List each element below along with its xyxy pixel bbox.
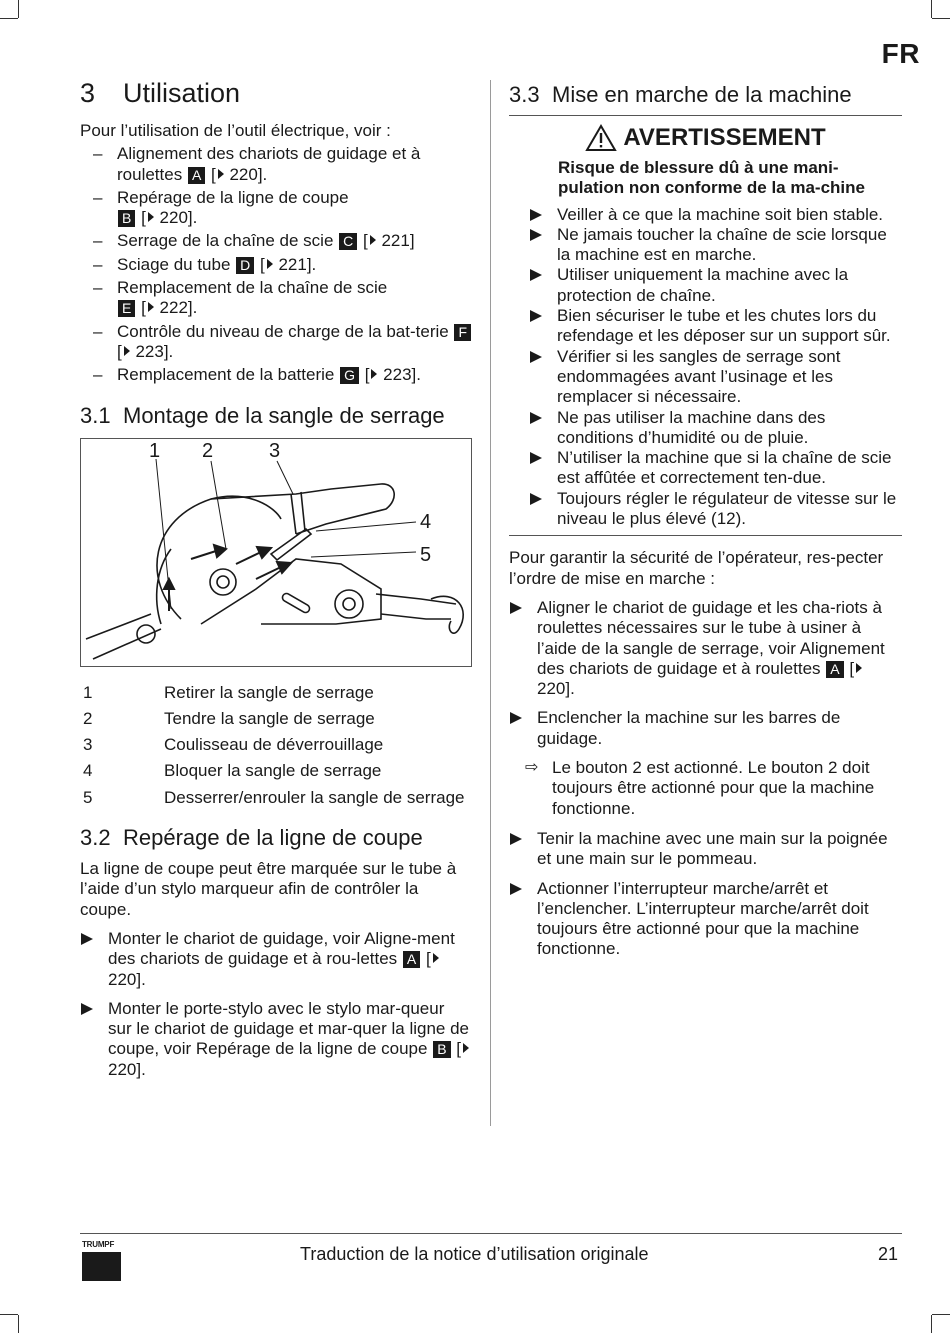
item-text: Contrôle du niveau de charge de la bat-terie xyxy=(117,321,449,341)
triangle-bullet-icon xyxy=(530,209,542,221)
legend-row: 3 Coulisseau de déverrouillage xyxy=(83,735,384,755)
step-text: Enclencher la machine sur les barres de guidage. xyxy=(537,708,841,748)
page-ref[interactable]: 220]. xyxy=(159,208,198,228)
startup-steps xyxy=(509,598,902,749)
figure-legend xyxy=(80,683,472,808)
page-ref[interactable]: 222]. xyxy=(159,298,198,318)
warning-item: Ne pas utiliser la machine dans des conditions d’humidité ou de pluie. xyxy=(529,408,902,449)
warning-subtitle: Risque de blessure dû à une mani-pulation non conforme de la ma-chine xyxy=(558,158,865,198)
figure-badge[interactable]: A xyxy=(188,167,205,184)
warning-item: Vérifier si les sangles de serrage sont endommagées avant l’usinage et les remplacer si nécessaire. xyxy=(529,347,902,408)
legend-row: 2 Tendre la sangle de serrage xyxy=(83,708,375,728)
page-number: 21 xyxy=(877,1244,898,1264)
triangle-bullet-icon xyxy=(510,602,522,614)
step-text: Monter le chariot de guidage, voir Aligne-ment des chariots de guidage et à rou-lettes xyxy=(108,928,455,969)
legend-row: 1 Retirer la sangle de serrage xyxy=(83,682,374,702)
step-item: Aligner le chariot de guidage et les cha-riots à roulettes nécessaires sur le tube à usiner à l’aide de la sangle de serrage, voir Alignement des chariots de guidage et à roulettes A [ 220]. xyxy=(509,598,902,699)
section-3-intro: Pour l’utilisation de l’outil électrique, voir : xyxy=(80,121,391,140)
legend-row: 5 Desserrer/enrouler la sangle de serrage xyxy=(83,787,465,807)
xref-arrow-icon xyxy=(218,169,224,179)
section-3-2-heading xyxy=(80,824,472,852)
xref-arrow-icon xyxy=(148,212,154,222)
page-ref[interactable]: 220]. xyxy=(108,969,146,989)
warning-list xyxy=(509,205,902,530)
item-text: Remplacement de la batterie xyxy=(117,365,335,385)
item-text: Sciage du tube xyxy=(117,254,231,274)
list-item: – Contrôle du niveau de charge de la bat-terie F [ 223]. xyxy=(80,322,472,363)
warning-item: Toujours régler le régulateur de vitesse sur le niveau le plus élevé (12). xyxy=(529,489,902,530)
step-text: Monter le porte-stylo avec le stylo mar-queur sur le chariot de guidage et mar-quer la ligne de coupe, voir Repérage de la ligne de coupe xyxy=(108,998,469,1059)
triangle-bullet-icon xyxy=(530,412,542,424)
xref-arrow-icon xyxy=(148,302,154,312)
figure-badge[interactable]: F xyxy=(454,324,471,341)
figure-badge[interactable]: B xyxy=(118,210,135,227)
step-item xyxy=(509,829,902,870)
section-title: Utilisation xyxy=(123,78,241,108)
triangle-bullet-icon xyxy=(530,310,542,322)
step-item xyxy=(509,708,902,749)
step-text: Tenir la machine avec une main sur la poignée et une main sur le pommeau. xyxy=(537,828,888,869)
figure-badge[interactable]: D xyxy=(236,257,254,274)
warning-label: AVERTISSEMENT xyxy=(623,124,826,151)
item-text: Serrage de la chaîne de scie xyxy=(117,231,334,251)
list-item: – Serrage de la chaîne de scie C [ 221] xyxy=(93,231,415,251)
section-3-heading xyxy=(80,78,472,109)
result-arrow-icon: ⇨ xyxy=(525,759,539,777)
page-ref[interactable]: 221]. xyxy=(278,254,317,274)
triangle-bullet-icon xyxy=(530,452,542,464)
startup-steps-continued xyxy=(509,829,902,960)
crop-mark xyxy=(931,0,932,18)
figure-badge[interactable]: B xyxy=(433,1041,450,1058)
warning-box xyxy=(509,116,902,529)
column-divider xyxy=(490,80,491,1126)
xref-arrow-icon xyxy=(433,953,439,963)
logo-block xyxy=(82,1252,121,1281)
xref-arrow-icon xyxy=(463,1043,469,1053)
language-tag: FR xyxy=(881,38,920,69)
result-text: Le bouton 2 est actionné. Le bouton 2 doit toujours être actionné pour que la machine fonctionne. xyxy=(552,758,875,818)
list-item: – Remplacement de la chaîne de scie E [ 222]. xyxy=(93,278,388,318)
section-title: Montage de la sangle de serrage xyxy=(123,402,445,428)
triangle-bullet-icon xyxy=(81,933,93,945)
item-text: Remplacement de la chaîne de scie xyxy=(117,278,388,298)
warning-item: Veiller à ce que la machine soit bien stable. xyxy=(529,205,902,225)
usage-reference-list xyxy=(80,144,472,385)
list-item: – Sciage du tube D [ 221]. xyxy=(93,254,317,274)
right-column xyxy=(509,78,902,969)
warning-item: Bien sécuriser le tube et les chutes lors du refendage et les déposer sur un support sûr. xyxy=(529,306,902,347)
page-ref[interactable]: 220]. xyxy=(537,679,575,699)
warning-item: Utiliser uniquement la machine avec la protection de chaîne. xyxy=(529,265,902,306)
page-ref[interactable]: 220]. xyxy=(229,164,268,184)
section-number: 3.3 xyxy=(509,82,540,107)
figure-badge[interactable]: G xyxy=(340,367,359,384)
item-text: Alignement des chariots de guidage et à roulettes xyxy=(117,144,421,184)
xref-arrow-icon xyxy=(371,369,377,379)
triangle-bullet-icon xyxy=(530,269,542,281)
result-item xyxy=(509,758,902,819)
footer-rule xyxy=(80,1233,902,1234)
warning-item: N’utiliser la machine que si la chaîne de scie est affûtée et correctement ten-due. xyxy=(529,448,902,489)
step-item xyxy=(509,879,902,960)
section-3-3-heading xyxy=(509,81,902,109)
figure-badge[interactable]: E xyxy=(118,300,135,317)
section-number: 3.2 xyxy=(80,825,111,851)
page-ref[interactable]: 221] xyxy=(381,231,415,251)
section-3-2-intro: La ligne de coupe peut être marquée sur le tube à l’aide d’un stylo marqueur afin de contrôler la coupe. xyxy=(80,859,457,919)
step-text: Actionner l’interrupteur marche/arrêt et l’enclencher. L’interrupteur marche/arrêt doit toujours être actionné pour que la machine fonctionne. xyxy=(537,878,869,959)
crop-mark xyxy=(932,18,950,19)
page-ref[interactable]: 220]. xyxy=(108,1059,146,1079)
page-ref[interactable]: 223]. xyxy=(383,365,421,385)
list-item: – Remplacement de la batterie G [ 223]. xyxy=(93,365,421,385)
crop-mark xyxy=(18,1315,19,1333)
triangle-bullet-icon xyxy=(530,493,542,505)
warning-item: Ne jamais toucher la chaîne de scie lorsque la machine est en marche. xyxy=(529,225,902,266)
crop-mark xyxy=(932,1314,950,1315)
step-text: Aligner le chariot de guidage et les cha-riots à roulettes nécessaires sur le tube à usiner à l’aide de la sangle de serrage, voir Alignement des chariots de guidage et à roulettes xyxy=(537,597,885,678)
figure-badge[interactable]: A xyxy=(826,661,843,678)
callout-1: 1 xyxy=(149,439,161,462)
step-item: Monter le chariot de guidage, voir Aligne-ment des chariots de guidage et à rou-lettes A [ 220]. xyxy=(80,929,472,990)
step-item: Monter le porte-stylo avec le stylo mar-queur sur le chariot de guidage et mar-quer la ligne de coupe, voir Repérage de la ligne de coupe B [ 220]. xyxy=(80,999,472,1080)
figure-badge[interactable]: A xyxy=(403,951,420,968)
warning-bottom-rule xyxy=(509,535,902,536)
section-title: Mise en marche de la machine xyxy=(552,82,852,107)
crop-mark xyxy=(0,18,18,19)
crop-mark xyxy=(931,1315,932,1333)
section-title: Repérage de la ligne de coupe xyxy=(123,825,423,851)
xref-arrow-icon xyxy=(267,259,273,269)
section-3-1-heading xyxy=(80,402,472,430)
triangle-bullet-icon xyxy=(530,351,542,363)
callout-3: 3 xyxy=(269,439,281,462)
legend-row: 4 Bloquer la sangle de serrage xyxy=(83,761,382,781)
footer-caption: Traduction de la notice d’utilisation originale xyxy=(300,1244,649,1264)
strap-ratchet-figure xyxy=(80,438,472,667)
ratchet-illustration xyxy=(81,439,471,666)
callout-5: 5 xyxy=(420,543,432,566)
callout-2: 2 xyxy=(202,439,214,462)
marking-steps xyxy=(80,929,472,1080)
brand-logo xyxy=(82,1240,122,1281)
triangle-bullet-icon xyxy=(510,833,522,845)
triangle-bullet-icon xyxy=(510,883,522,895)
section-3-3-intro: Pour garantir la sécurité de l’opérateur, res-pecter l’ordre de mise en marche : xyxy=(509,548,884,588)
xref-arrow-icon xyxy=(856,663,862,673)
section-number: 3 xyxy=(80,78,96,108)
list-item: – Alignement des chariots de guidage et à roulettes A [ 220]. xyxy=(93,144,421,184)
figure-badge[interactable]: C xyxy=(339,233,357,250)
logo-text: TRUMPF xyxy=(82,1240,115,1249)
xref-arrow-icon xyxy=(370,235,376,245)
xref-arrow-icon xyxy=(124,346,130,356)
section-number: 3.1 xyxy=(80,402,111,428)
page-ref[interactable]: 223]. xyxy=(135,341,174,361)
triangle-bullet-icon xyxy=(510,712,522,724)
warning-title xyxy=(509,124,902,152)
left-column xyxy=(80,78,472,1089)
callout-4: 4 xyxy=(420,510,432,533)
item-text: Repérage de la ligne de coupe xyxy=(117,187,349,207)
triangle-bullet-icon xyxy=(530,229,542,241)
list-item: – Repérage de la ligne de coupe B [ 220]. xyxy=(93,187,349,228)
crop-mark xyxy=(0,1314,18,1315)
triangle-bullet-icon xyxy=(81,1003,93,1015)
crop-mark xyxy=(18,0,19,18)
warning-triangle-icon xyxy=(585,124,617,152)
